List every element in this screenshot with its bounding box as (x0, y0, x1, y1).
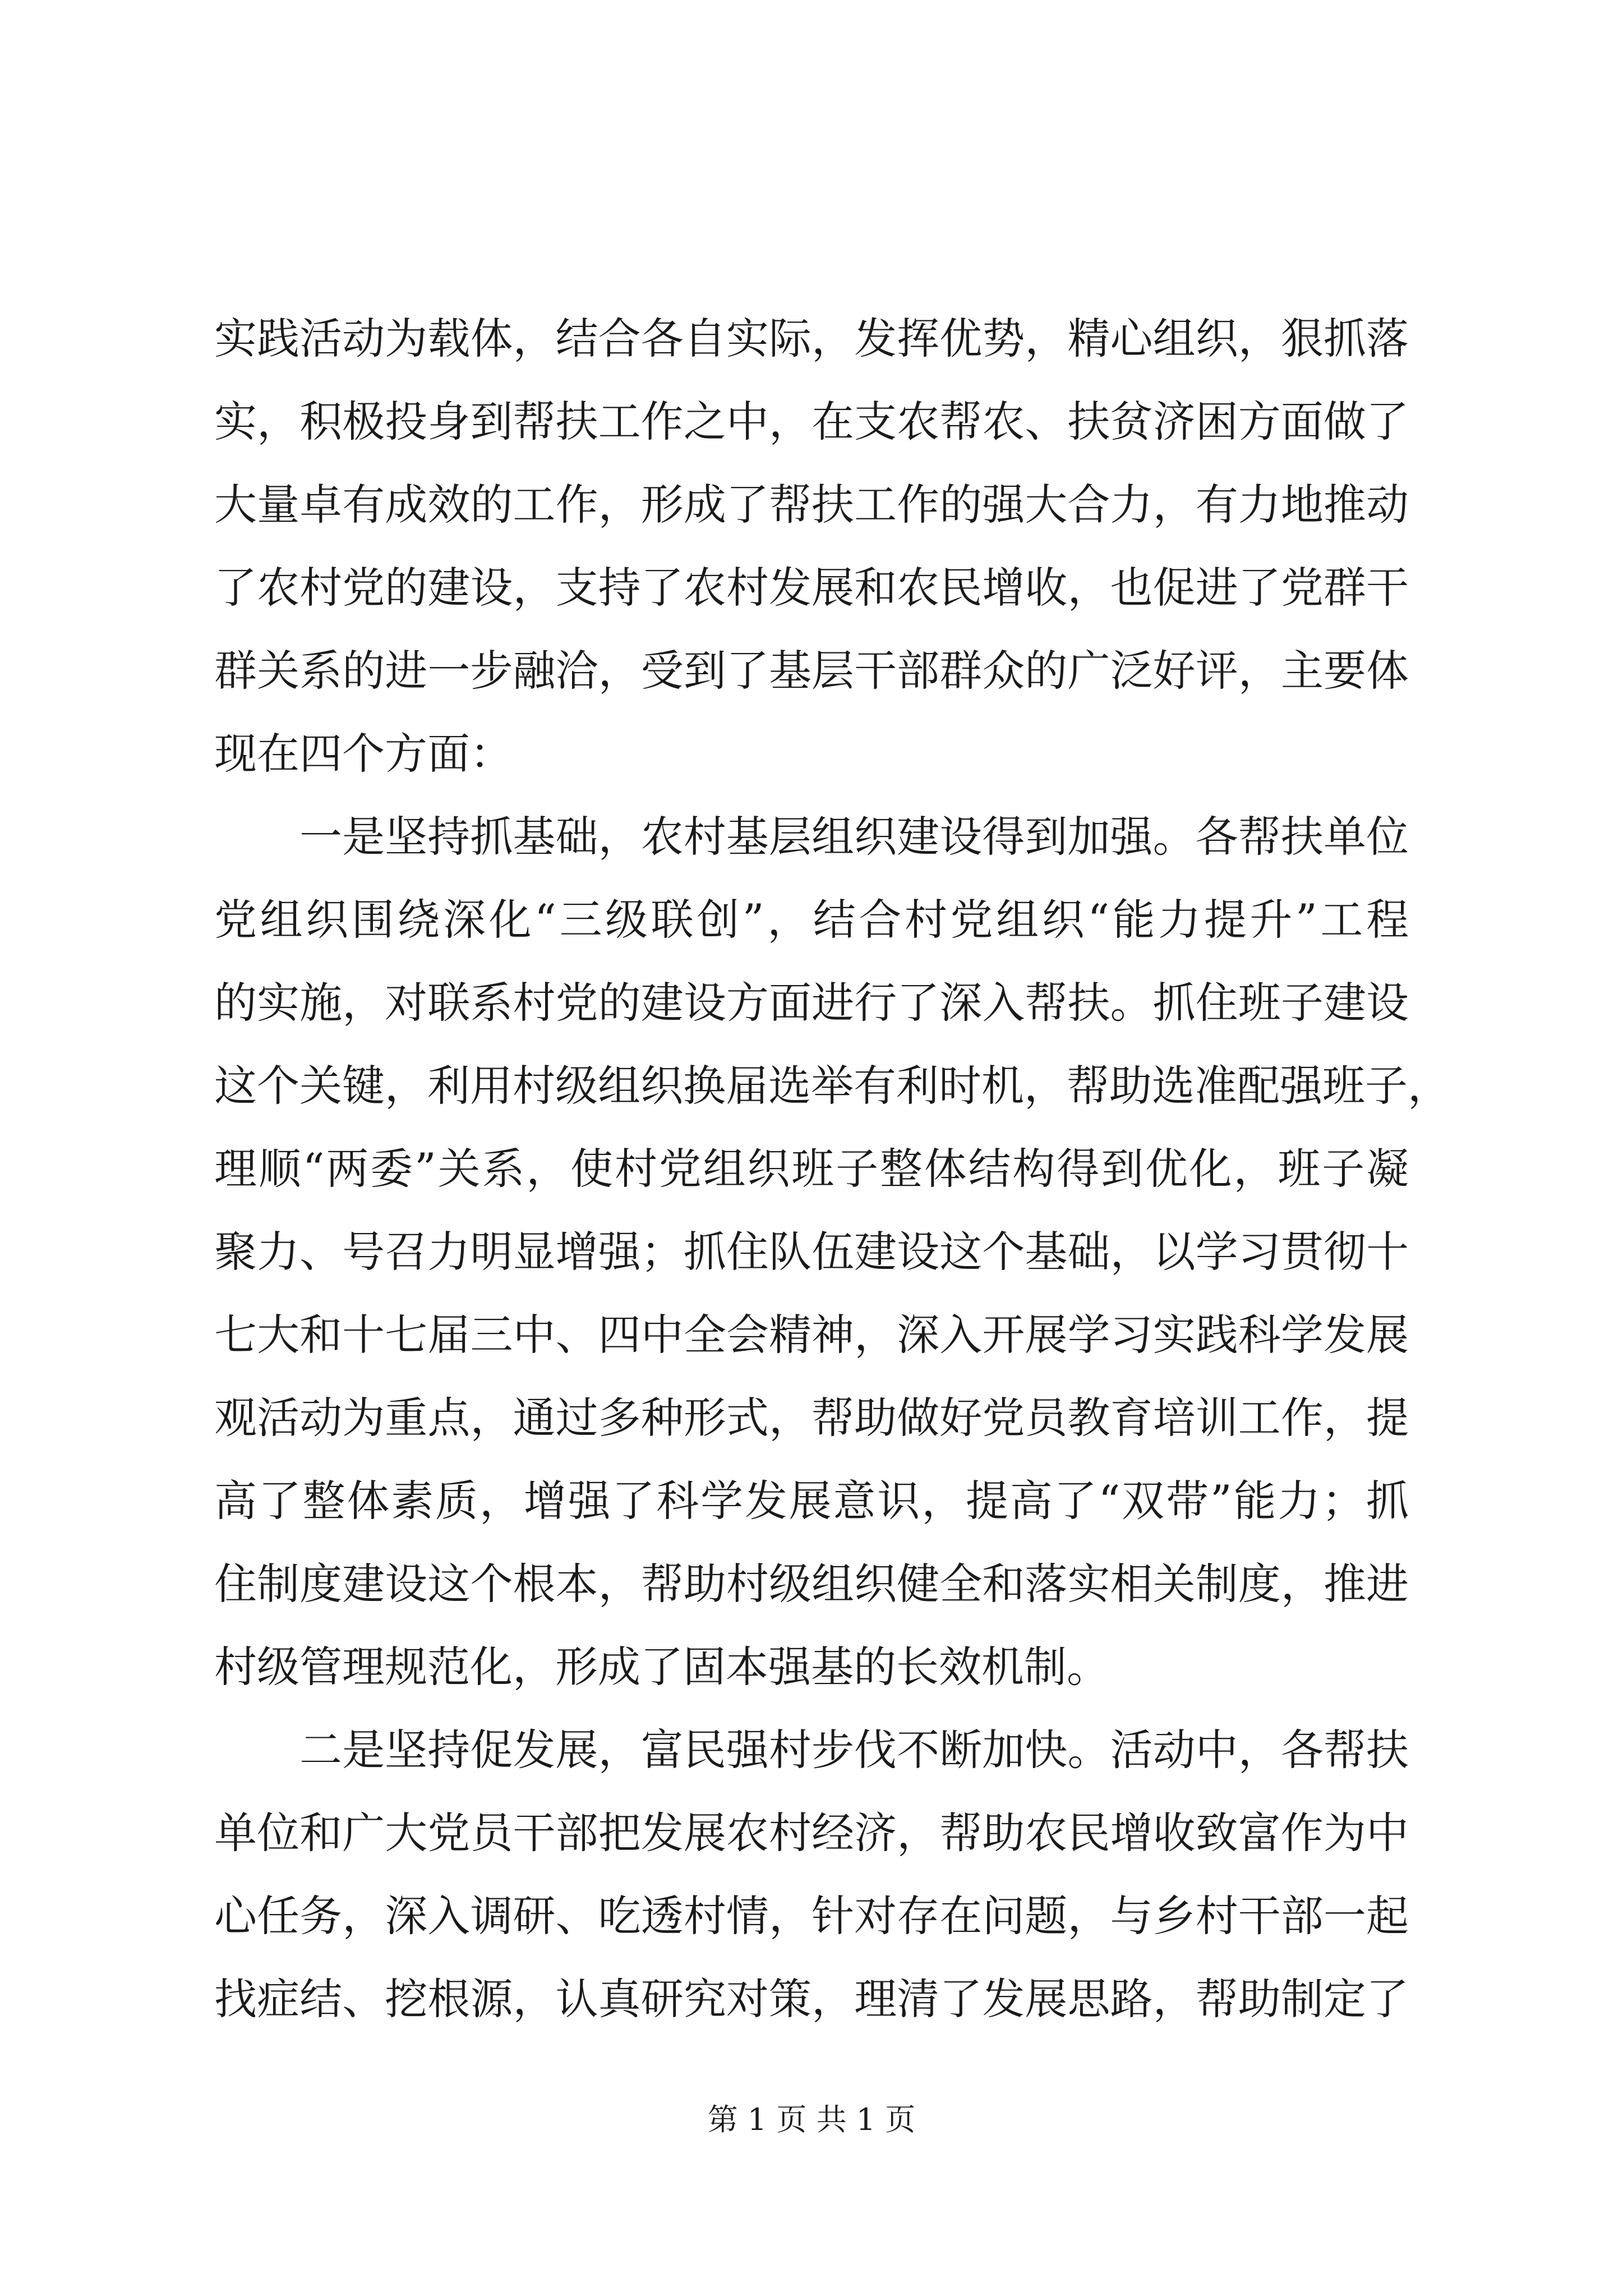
text-line: 现在四个方面： (214, 729, 513, 779)
text-line: 的实施，对联系村党的建设方面进行了深入帮扶。抓住班子建设 (214, 978, 1409, 1028)
page-footer: 第 1 页 共 1 页 (707, 2102, 916, 2137)
text-line: 大量卓有成效的工作，形成了帮扶工作的强大合力，有力地推动 (214, 480, 1409, 530)
text-line: 实践活动为载体，结合各自实际，发挥优势，精心组织，狠抓落 (214, 314, 1409, 364)
text-line: 观活动为重点，通过多种形式，帮助做好党员教育培训工作，提 (214, 1393, 1409, 1443)
text-line: 七大和十七届三中、四中全会精神，深入开展学习实践科学发展 (214, 1310, 1409, 1360)
text-line: 住制度建设这个根本，帮助村级组织健全和落实相关制度，推进 (214, 1559, 1409, 1609)
text-line: 找症结、挖根源，认真研究对策，理清了发展思路，帮助制定了 (214, 1974, 1409, 2024)
paragraph-first-line: 二是坚持促发展，富民强村步伐不断加快。活动中，各帮扶 (299, 1725, 1409, 1775)
text-line: 党组织围绕深化“三级联创”，结合村党组织“能力提升”工程 (214, 895, 1409, 945)
text-line: 群关系的进一步融洽，受到了基层干部群众的广泛好评，主要体 (214, 646, 1409, 696)
text-line: 单位和广大党员干部把发展农村经济，帮助农民增收致富作为中 (214, 1808, 1409, 1858)
text-line: 高了整体素质，增强了科学发展意识，提高了“双带”能力；抓 (214, 1476, 1409, 1526)
text-line: 了农村党的建设，支持了农村发展和农民增收，也促进了党群干 (214, 563, 1409, 613)
text-line: 村级管理规范化，形成了固本强基的长效机制。 (214, 1642, 1109, 1692)
paragraph-first-line: 一是坚持抓基础，农村基层组织建设得到加强。各帮扶单位 (299, 812, 1409, 862)
text-line: 心任务，深入调研、吃透村情，针对存在问题，与乡村干部一起 (214, 1891, 1409, 1941)
text-line: 聚力、号召力明显增强；抓住队伍建设这个基础，以学习贯彻十 (214, 1227, 1409, 1277)
body-text (214, 297, 1450, 2041)
text-line: 理顺“两委”关系，使村党组织班子整体结构得到优化，班子凝 (214, 1144, 1409, 1194)
text-line: 这个关键，利用村级组织换届选举有利时机，帮助选准配强班子， (214, 1061, 1450, 1111)
text-line: 实，积极投身到帮扶工作之中，在支农帮农、扶贫济困方面做了 (214, 397, 1409, 447)
